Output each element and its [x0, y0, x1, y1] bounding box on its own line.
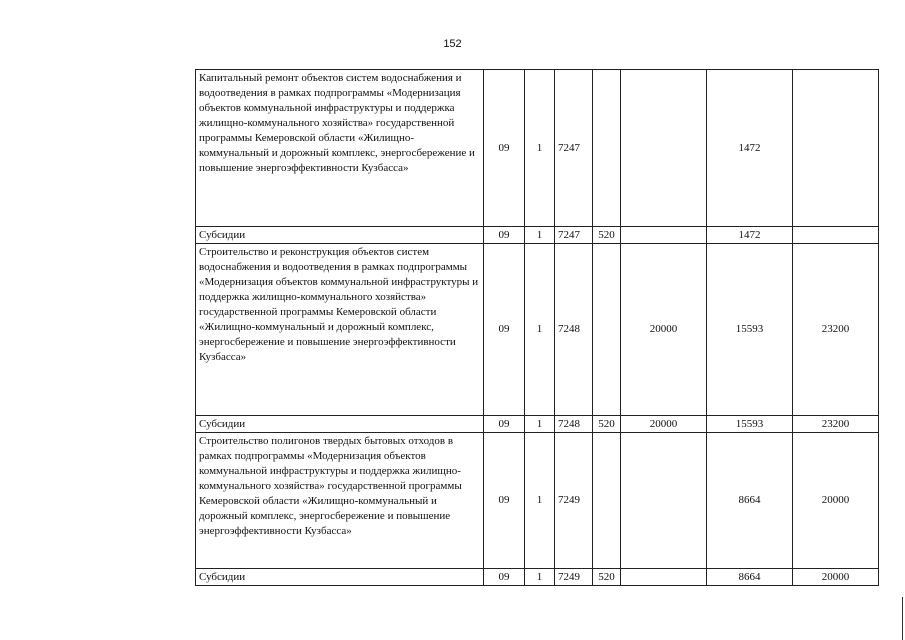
amount-year-2: 8664	[707, 433, 793, 569]
row-description: Капитальный ремонт объектов систем водоснабжения и водоотведения в рамках подпрограммы «Модернизация объектов коммунальной инфраструктуры и поддержка жилищно-коммунального хозяйства» государственной программы Кемеровской области «Жилищно-коммунальный и дорожный комплекс, энергосбережение и повышение энергоэффективности Кузбасса»	[196, 70, 484, 227]
page-number: 152	[443, 38, 462, 50]
section-code: 09	[484, 244, 525, 416]
amount-year-3: 23200	[793, 244, 879, 416]
amount-year-2: 1472	[707, 70, 793, 227]
target-article-code: 7247	[555, 70, 593, 227]
amount-year-1	[621, 569, 707, 586]
amount-year-2: 8664	[707, 569, 793, 586]
subsection-code: 1	[525, 244, 555, 416]
subsection-code: 1	[525, 569, 555, 586]
target-article-code: 7248	[555, 244, 593, 416]
amount-year-1	[621, 433, 707, 569]
budget-table	[195, 69, 879, 586]
section-code: 09	[484, 227, 525, 244]
amount-year-3	[793, 70, 879, 227]
amount-year-2: 15593	[707, 416, 793, 433]
row-description: Субсидии	[196, 227, 484, 244]
amount-year-2: 15593	[707, 244, 793, 416]
target-article-code: 7247	[555, 227, 593, 244]
expense-type-code: 520	[593, 227, 621, 244]
expense-type-code	[593, 70, 621, 227]
subsection-code: 1	[525, 70, 555, 227]
subsection-code: 1	[525, 227, 555, 244]
table-row	[196, 433, 879, 569]
target-article-code: 7249	[555, 433, 593, 569]
table-row	[196, 416, 879, 433]
section-code: 09	[484, 70, 525, 227]
target-article-code: 7249	[555, 569, 593, 586]
amount-year-3: 20000	[793, 433, 879, 569]
amount-year-3: 20000	[793, 569, 879, 586]
subsection-code: 1	[525, 416, 555, 433]
row-description: Строительство полигонов твердых бытовых отходов в рамках подпрограммы «Модернизация объектов коммунальной инфраструктуры и поддержка жилищно-коммунального хозяйства» государственной программы Кемеровской области «Жилищно-коммунальный и дорожный комплекс, энергосбережение и повышение энергоэффективности Кузбасса»	[196, 433, 484, 569]
expense-type-code	[593, 244, 621, 416]
expense-type-code: 520	[593, 416, 621, 433]
target-article-code: 7248	[555, 416, 593, 433]
table-row	[196, 70, 879, 227]
amount-year-1	[621, 227, 707, 244]
section-code: 09	[484, 569, 525, 586]
amount-year-2: 1472	[707, 227, 793, 244]
amount-year-1: 20000	[621, 244, 707, 416]
expense-type-code: 520	[593, 569, 621, 586]
expense-type-code	[593, 433, 621, 569]
row-description: Строительство и реконструкция объектов систем водоснабжения и водоотведения в рамках подпрограммы «Модернизация объектов коммунальной инфраструктуры и поддержка жилищно-коммунального хозяйства» государственной программы Кемеровской области «Жилищно-коммунальный и дорожный комплекс, энергосбережение и повышение энергоэффективности Кузбасса»	[196, 244, 484, 416]
table-row	[196, 569, 879, 586]
table-row	[196, 244, 879, 416]
table-row	[196, 227, 879, 244]
amount-year-3: 23200	[793, 416, 879, 433]
subsection-code: 1	[525, 433, 555, 569]
section-code: 09	[484, 433, 525, 569]
amount-year-1	[621, 70, 707, 227]
section-code: 09	[484, 416, 525, 433]
row-description: Субсидии	[196, 416, 484, 433]
scan-edge-mark	[902, 597, 903, 640]
row-description: Субсидии	[196, 569, 484, 586]
amount-year-3	[793, 227, 879, 244]
amount-year-1: 20000	[621, 416, 707, 433]
